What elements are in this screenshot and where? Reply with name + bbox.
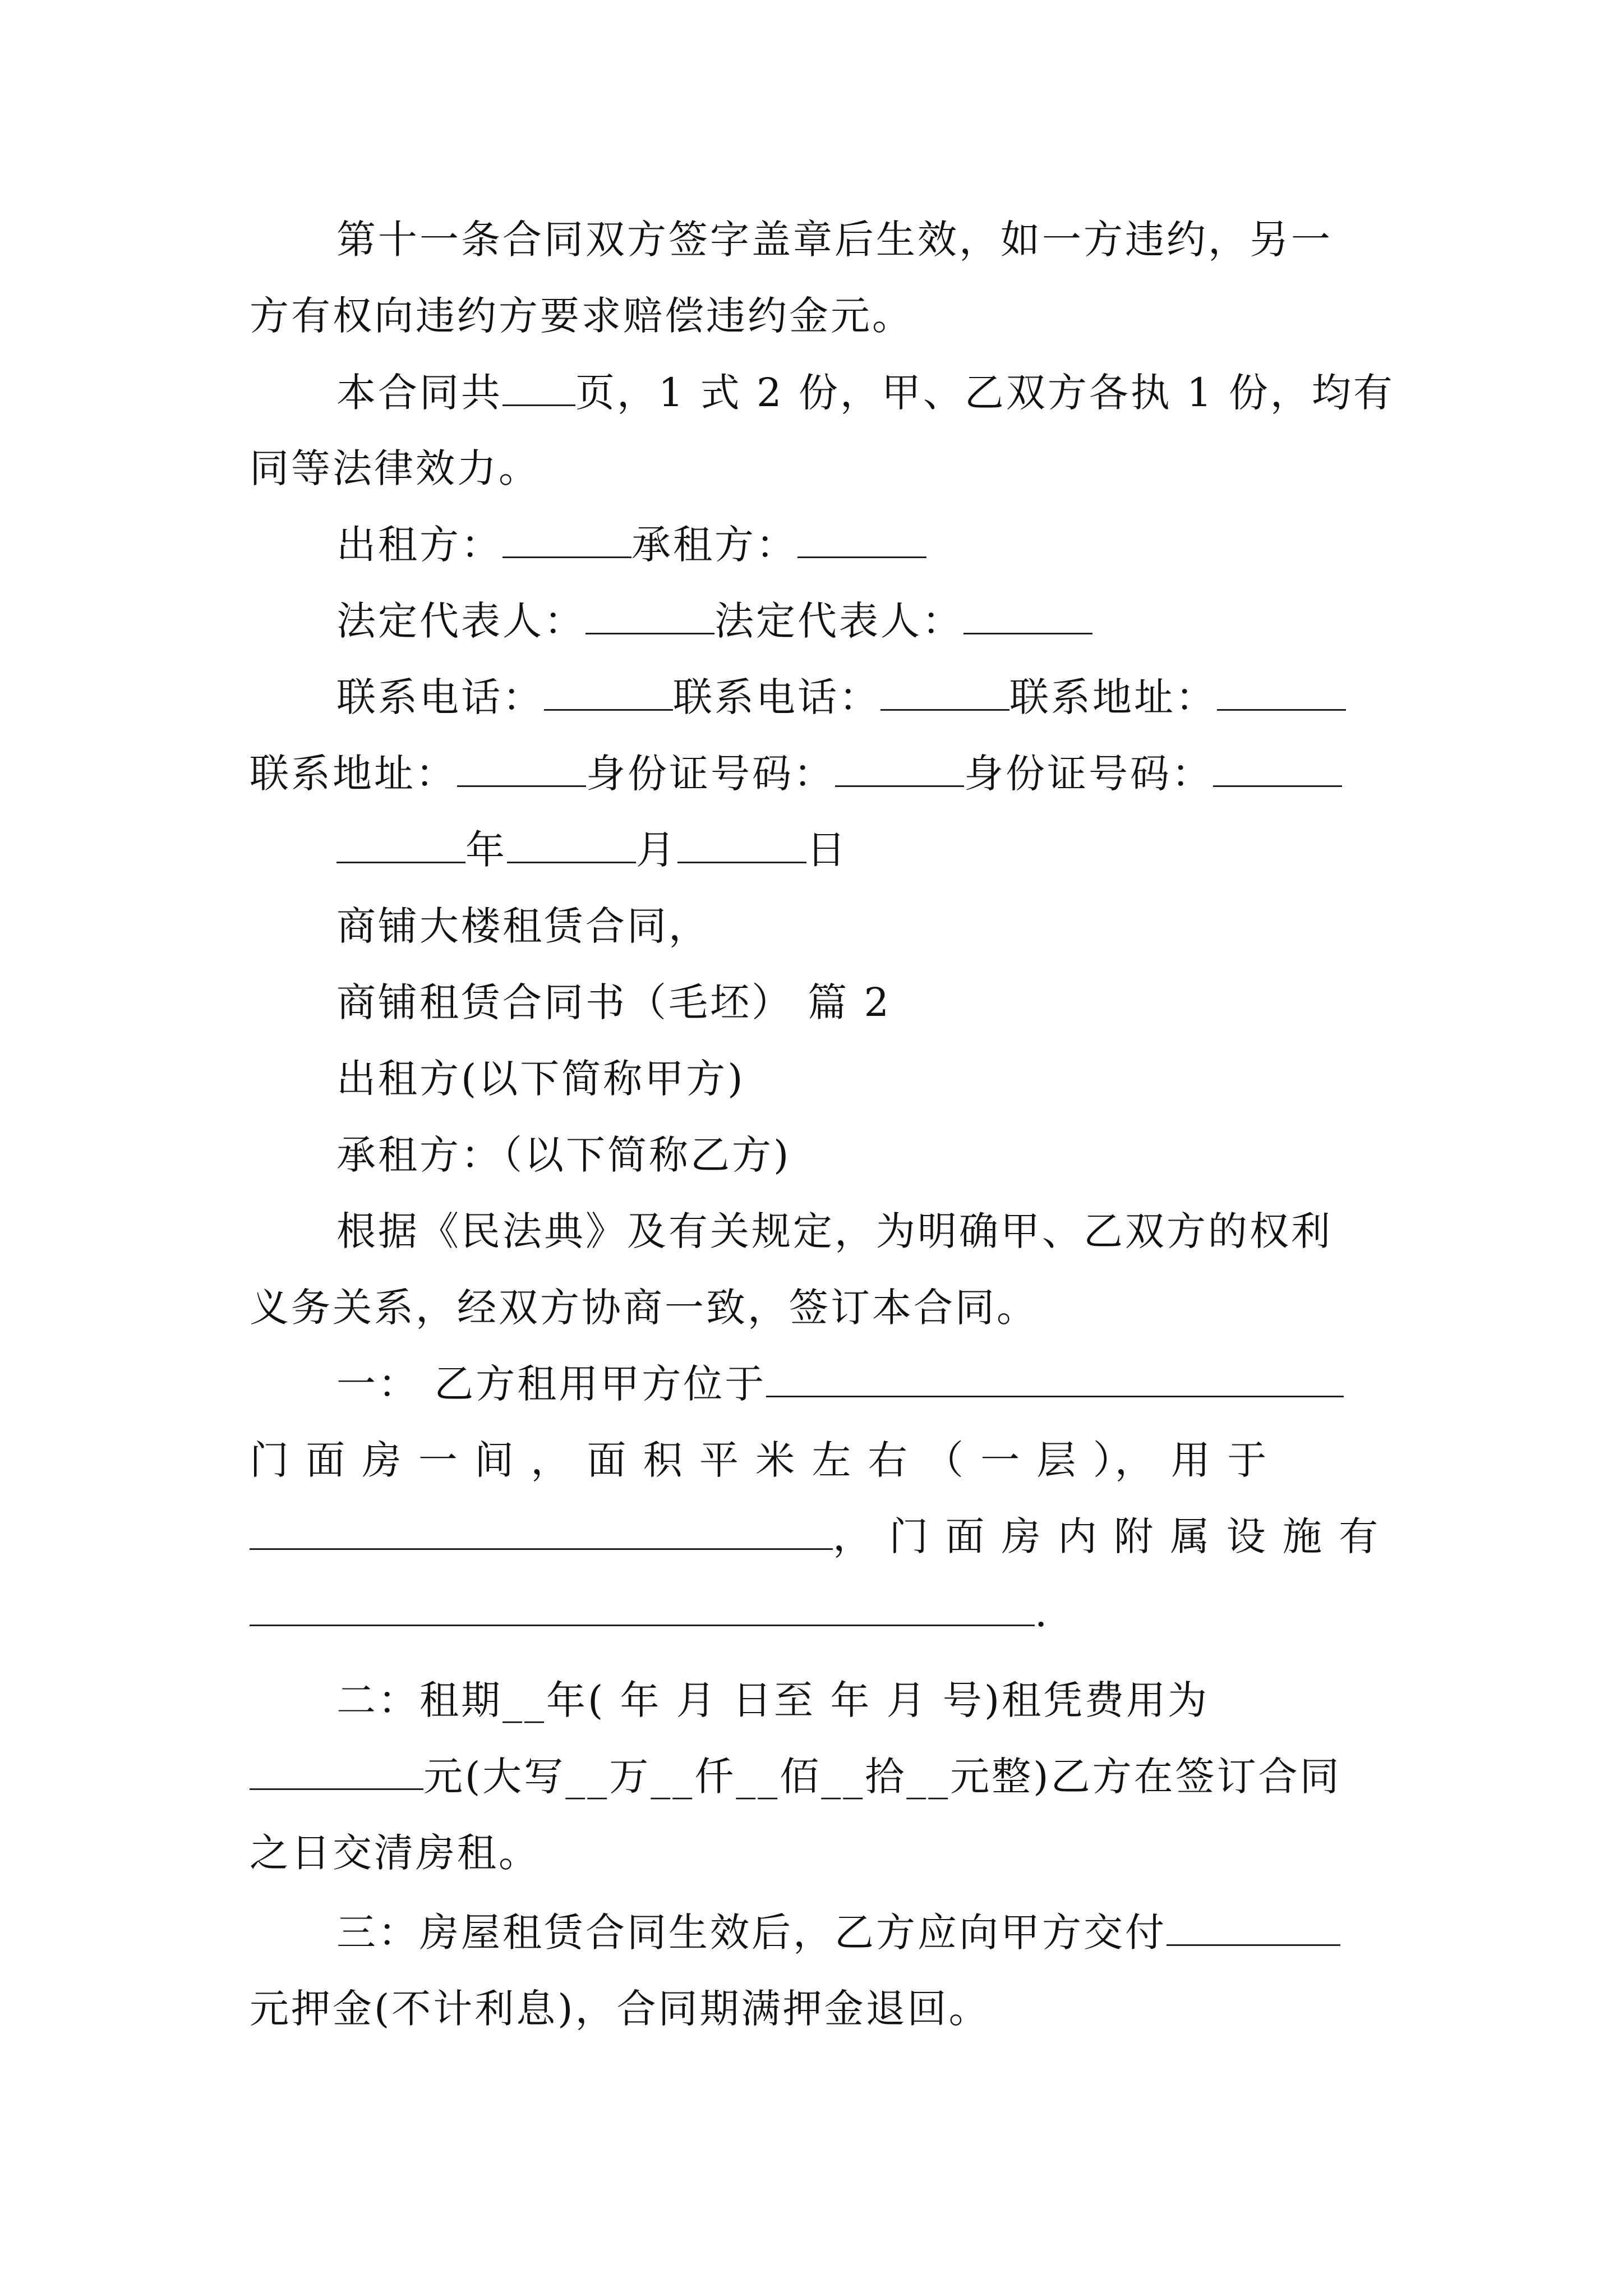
address-label-2: 联系地址： (250, 751, 457, 797)
clause-11-line-2 (250, 291, 1391, 341)
lessor-blank[interactable] (502, 522, 631, 558)
text: 出租方(以下简称甲方) (336, 1056, 745, 1102)
day-label: 日 (806, 827, 848, 873)
text: 第十一条合同双方签字盖章后生效，如一方违约，另一 (336, 217, 1332, 263)
legal-rep-label-2: 法定代表人： (714, 598, 963, 644)
text: 之日交清房租。 (250, 1830, 540, 1876)
phone-blank[interactable] (544, 674, 673, 711)
address-label: 联系地址： (1009, 674, 1217, 720)
phone-label-2: 联系电话： (673, 674, 880, 720)
legal-rep-label: 法定代表人： (336, 598, 585, 644)
clause-2-line-2 (250, 1751, 1391, 1802)
text: 根据《民法典》及有关规定，为明确甲、乙双方的权利 (336, 1208, 1332, 1254)
address-blank[interactable] (1217, 674, 1346, 711)
address-blank-2[interactable] (457, 751, 586, 787)
contact-line-1 (336, 672, 1391, 723)
clause-1-line-1 (336, 1359, 1391, 1409)
text: 二：租期__年( 年 月 日至 年 月 号)租凭费用为 (336, 1677, 1210, 1723)
id-blank-2[interactable] (1213, 751, 1342, 787)
pages-copies-line-1 (336, 367, 1395, 418)
text: 同等法律效力。 (250, 445, 540, 491)
text: 本合同共 (336, 370, 502, 416)
phone-blank-2[interactable] (880, 674, 1009, 711)
section-subtitle (336, 977, 1391, 1028)
clause-1-line-4 (250, 1588, 1391, 1638)
section-title (336, 901, 1391, 951)
clause-2-line-1 (336, 1675, 1391, 1726)
clause-1-line-3 (250, 1511, 1391, 1562)
party-a-line (336, 1053, 1391, 1104)
text: 三：房屋租赁合同生效后，乙方应向甲方交付 (336, 1910, 1166, 1955)
text: 承租方：（以下简称乙方) (336, 1132, 791, 1178)
deposit-blank[interactable] (1166, 1910, 1340, 1946)
date-line (336, 825, 1391, 875)
clause-2-line-3 (250, 1828, 1391, 1878)
facilities-blank[interactable] (250, 1590, 1035, 1626)
text: 元(大写__万__仟__佰__拾__元整)乙方在签订合同 (423, 1754, 1341, 1800)
month-blank[interactable] (507, 827, 636, 863)
clause-3-line-2 (250, 1984, 1391, 2034)
text: 元押金(不计利息)，合同期满押金退回。 (250, 1986, 990, 2032)
text: 门 面 房 一 间 ， 面 积 平 米 左 右 （ 一 层 ）， 用 于 (250, 1437, 1269, 1483)
text: 方有权向违约方要求赔偿违约金元。 (250, 293, 914, 339)
legal-rep-blank-2[interactable] (963, 598, 1092, 634)
preamble-line-2 (250, 1282, 1391, 1333)
year-label: 年 (465, 827, 507, 873)
year-blank[interactable] (336, 827, 465, 863)
text: 商铺大楼租赁合同， (336, 903, 710, 949)
month-label: 月 (636, 827, 677, 873)
text: . (1035, 1590, 1050, 1636)
blank-line[interactable] (502, 370, 575, 406)
text: 义务关系，经双方协商一致，签订本合同。 (250, 1285, 1038, 1331)
text: ， 门 面 房 内 附 属 设 施 有 (833, 1513, 1381, 1559)
contact-line-2 (250, 748, 1391, 799)
id-label: 身份证号码： (586, 751, 835, 797)
lessee-blank[interactable] (797, 522, 926, 558)
legal-rep-line (336, 596, 1391, 646)
party-b-line (336, 1130, 1391, 1180)
rent-blank[interactable] (250, 1754, 423, 1790)
location-blank[interactable] (766, 1361, 1344, 1397)
clause-1-line-2 (250, 1435, 1391, 1485)
pages-copies-line-2 (250, 443, 1391, 494)
text: 页，1 式 2 份，甲、乙双方各执 1 份，均有 (575, 370, 1395, 416)
preamble-line-1 (336, 1206, 1391, 1257)
text: 商铺租赁合同书（毛坯） 篇 2 (336, 979, 892, 1025)
text: 一： 乙方租用甲方位于 (336, 1361, 767, 1407)
lessor-lessee-line (336, 519, 1391, 570)
id-blank[interactable] (835, 751, 964, 787)
usage-blank[interactable] (250, 1513, 833, 1550)
phone-label: 联系电话： (336, 674, 544, 720)
id-label-2: 身份证号码： (964, 751, 1213, 797)
day-blank[interactable] (677, 827, 806, 863)
clause-11-line-1 (336, 214, 1391, 265)
lessee-label: 承租方： (631, 522, 797, 568)
clause-3-line-1 (336, 1907, 1391, 1958)
legal-rep-blank[interactable] (585, 598, 714, 634)
lessor-label: 出租方： (336, 522, 502, 568)
